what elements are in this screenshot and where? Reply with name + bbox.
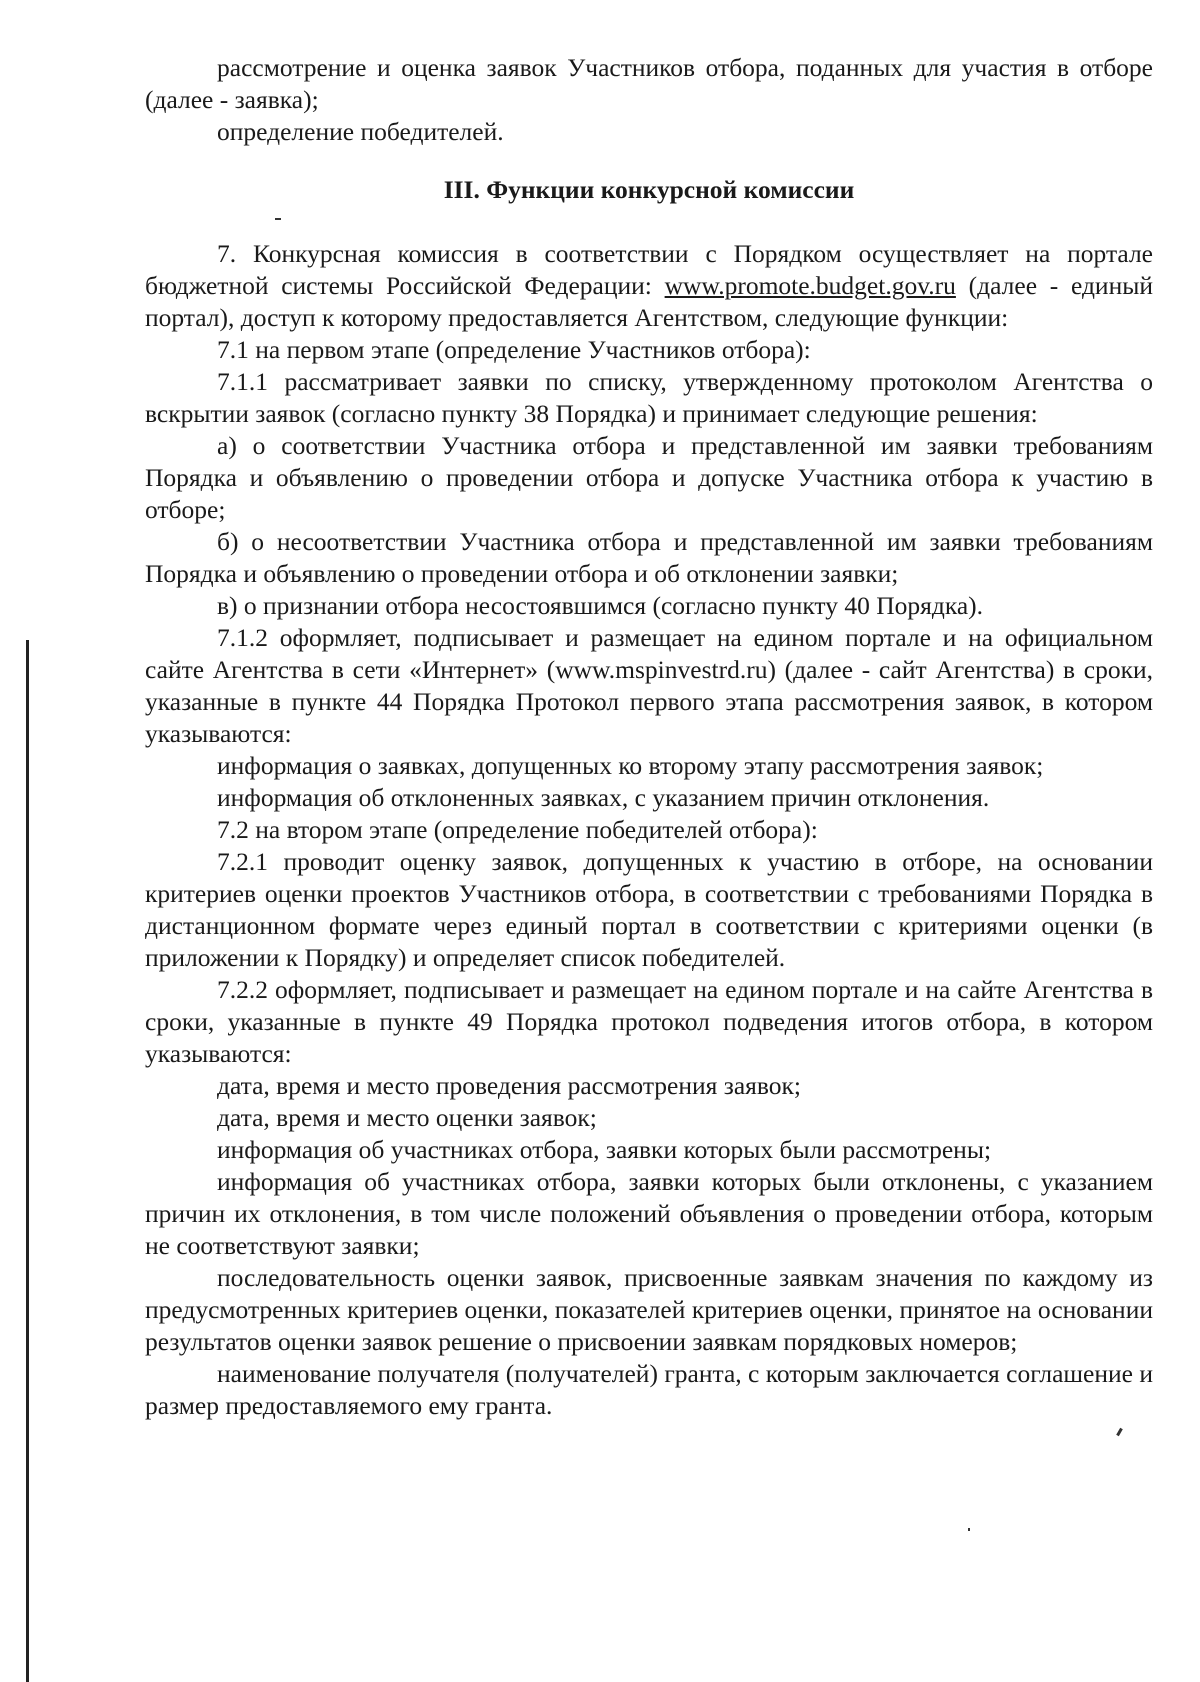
intro-paragraph: рассмотрение и оценка заявок Участников отбора, поданных для участия в отборе (далее - заявка);	[145, 53, 1153, 114]
section-title: III. Функции конкурсной комиссии	[443, 175, 855, 204]
list-item: 7.1.2 оформляет, подписывает и размещает на едином портале и на официальном сайте Агентства в сети «Интернет» (www.mspinvestrd.ru) (далее - сайт Агентства) в сроки, указанные в пункте 44 Порядка Протокол первого этапа рассмотрения заявок, в котором указываются:	[145, 623, 1153, 748]
list-item: в) о признании отбора несостоявшимся (согласно пункту 40 Порядка).	[217, 591, 984, 620]
list-item: информация об участниках отбора, заявки которых были рассмотрены;	[217, 1135, 992, 1164]
list-item: информация о заявках, допущенных ко второму этапу рассмотрения заявок;	[217, 751, 1044, 780]
list-item: а) о соответствии Участника отбора и представленной им заявки требованиям Порядка и объявлению о проведении отбора и допуске Участника отбора к участию в отборе;	[145, 431, 1153, 524]
list-item: дата, время и место проведения рассмотрения заявок;	[217, 1071, 801, 1100]
intro-paragraph: определение победителей.	[217, 117, 504, 146]
scan-edge-line	[26, 640, 29, 1682]
paragraph-7	[145, 238, 1153, 334]
list-item: 7.1 на первом этапе (определение Участников отбора):	[217, 335, 811, 364]
list-item: 7.2 на втором этапе (определение победителей отбора):	[217, 815, 818, 844]
list-item: дата, время и место оценки заявок;	[217, 1103, 597, 1132]
document-body	[145, 52, 1153, 1422]
scan-speck	[968, 1528, 970, 1531]
list-item: информация об отклоненных заявках, с указанием причин отклонения.	[217, 783, 990, 812]
list-item: 7.2.1 проводит оценку заявок, допущенных к участию в отборе, на основании критериев оценки проектов Участников отбора, в соответствии с требованиями Порядка в дистанционном формате через единый портал в соответствии с критериями оценки (в приложении к Порядку) и определяет список победителей.	[145, 847, 1153, 972]
scan-speck	[1116, 1428, 1123, 1436]
list-item: наименование получателя (получателей) гранта, с которым заключается соглашение и размер предоставляемого ему гранта.	[145, 1359, 1153, 1420]
list-item: 7.1.1 рассматривает заявки по списку, утвержденному протоколом Агентства о вскрытии заявок (согласно пункту 38 Порядка) и принимает следующие решения:	[145, 367, 1153, 428]
list-item: последовательность оценки заявок, присвоенные заявкам значения по каждому из предусмотренных критериев оценки, показателей критериев оценки, принятое на основании результатов оценки заявок решение о присвоении заявкам порядковых номеров;	[145, 1263, 1153, 1356]
list-item: информация об участниках отбора, заявки которых были отклонены, с указанием причин их отклонения, в том числе положений объявления о проведении отбора, которым не соответствуют заявки;	[145, 1167, 1153, 1260]
paragraph-7-text: 7. Конкурсная комиссия в соответствии с Порядком осуществляет на портале бюджетной системы Российской Федерации:	[145, 239, 1153, 300]
list-item: 7.2.2 оформляет, подписывает и размещает на едином портале и на сайте Агентства в сроки, указанные в пункте 49 Порядка протокол подведения итогов отбора, в котором указываются:	[145, 975, 1153, 1068]
list-item: б) о несоответствии Участника отбора и представленной им заявки требованиям Порядка и объявлению о проведении отбора и об отклонении заявки;	[145, 527, 1153, 588]
portal-link[interactable]: www.promote.budget.gov.ru	[664, 271, 956, 300]
paragraph-7-text-end: (далее - единый портал), доступ к которому предоставляется Агентством, следующие функции:	[145, 271, 1154, 332]
